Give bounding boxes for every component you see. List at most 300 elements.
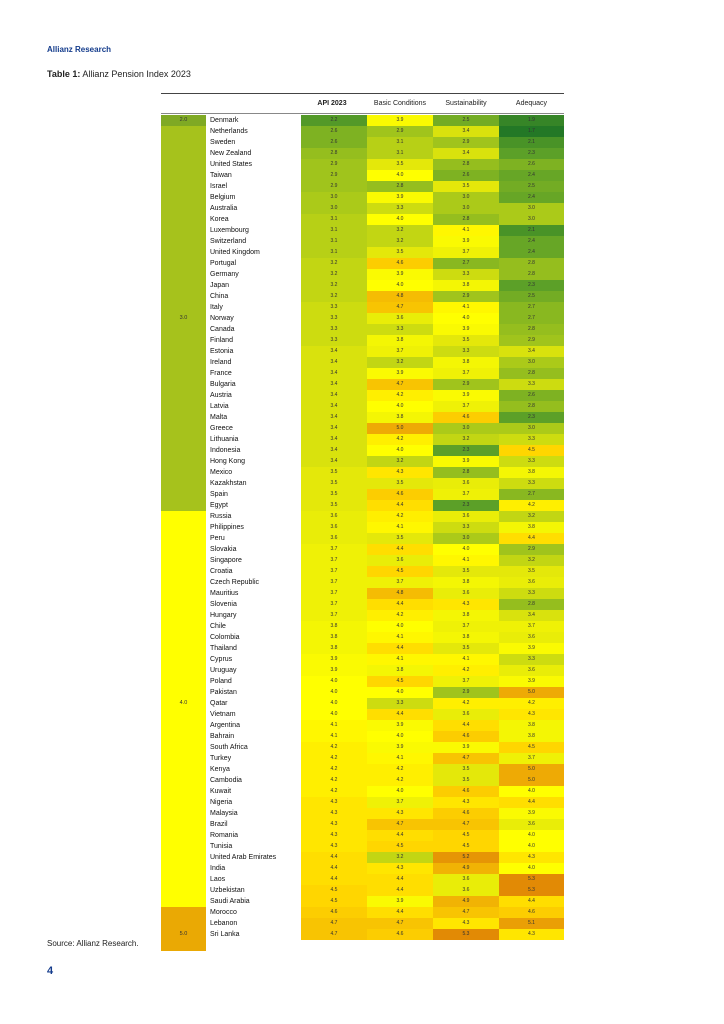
- cell-sustainability: 4.2: [433, 698, 499, 709]
- table-top-rule: [161, 93, 564, 94]
- country-name: Kazakhstan: [210, 480, 247, 487]
- country-name: Sri Lanka: [210, 931, 240, 938]
- cell-sustainability: 3.9: [433, 324, 499, 335]
- cell-basic: 3.8: [367, 335, 433, 346]
- cell-api: 3.4: [301, 357, 367, 368]
- table-row: [206, 225, 564, 236]
- table-row: [206, 115, 564, 126]
- cell-adequacy: 4.0: [499, 841, 564, 852]
- country-name: Japan: [210, 282, 230, 289]
- cell-basic: 4.7: [367, 918, 433, 929]
- cell-sustainability: 3.0: [433, 192, 499, 203]
- cell-api: 4.5: [301, 885, 367, 896]
- cell-sustainability: 4.7: [433, 907, 499, 918]
- country-name: New Zealand: [210, 150, 252, 157]
- cell-sustainability: 4.5: [433, 830, 499, 841]
- cell-adequacy: 2.5: [499, 181, 564, 192]
- cell-sustainability: 2.9: [433, 137, 499, 148]
- cell-basic: 4.7: [367, 302, 433, 313]
- cell-api: 4.0: [301, 698, 367, 709]
- country-name: Peru: [210, 535, 225, 542]
- country-name: Slovenia: [210, 601, 237, 608]
- table-row: [206, 753, 564, 764]
- cell-api: 3.8: [301, 621, 367, 632]
- cell-api: 3.7: [301, 577, 367, 588]
- cell-adequacy: 4.5: [499, 742, 564, 753]
- cell-adequacy: 3.3: [499, 456, 564, 467]
- cell-adequacy: 2.8: [499, 269, 564, 280]
- cell-api: 2.8: [301, 148, 367, 159]
- cell-adequacy: 3.7: [499, 753, 564, 764]
- cell-api: 4.0: [301, 687, 367, 698]
- country-name: Indonesia: [210, 447, 241, 454]
- cell-adequacy: 2.6: [499, 390, 564, 401]
- table-row: [206, 511, 564, 522]
- cell-sustainability: 4.6: [433, 412, 499, 423]
- cell-sustainability: 3.0: [433, 203, 499, 214]
- cell-api: 2.9: [301, 170, 367, 181]
- cell-adequacy: 3.6: [499, 819, 564, 830]
- cell-sustainability: 5.3: [433, 929, 499, 940]
- table-row: [206, 819, 564, 830]
- cell-sustainability: 3.6: [433, 874, 499, 885]
- country-name: Egypt: [210, 502, 228, 509]
- country-name: Russia: [210, 513, 232, 520]
- cell-sustainability: 4.1: [433, 555, 499, 566]
- cell-adequacy: 2.5: [499, 291, 564, 302]
- cell-sustainability: 3.5: [433, 764, 499, 775]
- table-row: [206, 412, 564, 423]
- scale-label: 3.0: [179, 315, 188, 321]
- cell-sustainability: 3.5: [433, 775, 499, 786]
- country-name: Estonia: [210, 348, 234, 355]
- table-row: [206, 137, 564, 148]
- cell-api: 3.1: [301, 225, 367, 236]
- cell-api: 4.4: [301, 852, 367, 863]
- table-row: [206, 236, 564, 247]
- cell-adequacy: 3.0: [499, 214, 564, 225]
- cell-api: 4.0: [301, 709, 367, 720]
- table-row: [206, 588, 564, 599]
- cell-api: 3.0: [301, 203, 367, 214]
- cell-api: 3.3: [301, 302, 367, 313]
- table-row: [206, 885, 564, 896]
- cell-adequacy: 5.1: [499, 918, 564, 929]
- col-head-adequacy: Adequacy: [515, 100, 548, 107]
- cell-api: 3.7: [301, 599, 367, 610]
- country-name: China: [210, 293, 229, 300]
- country-name: Lebanon: [210, 920, 238, 927]
- cell-sustainability: 3.8: [433, 632, 499, 643]
- cell-sustainability: 3.9: [433, 390, 499, 401]
- page-number: 4: [47, 965, 54, 977]
- cell-adequacy: 3.9: [499, 643, 564, 654]
- cell-adequacy: 3.3: [499, 434, 564, 445]
- cell-sustainability: 3.9: [433, 742, 499, 753]
- cell-adequacy: 2.9: [499, 544, 564, 555]
- country-name: Austria: [210, 392, 232, 399]
- country-name: Kuwait: [210, 788, 232, 795]
- cell-basic: 4.4: [367, 885, 433, 896]
- cell-adequacy: 4.3: [499, 929, 564, 940]
- country-name: Bahrain: [210, 733, 235, 740]
- cell-api: 3.4: [301, 368, 367, 379]
- cell-adequacy: 5.0: [499, 764, 564, 775]
- cell-api: 3.4: [301, 423, 367, 434]
- cell-sustainability: 3.7: [433, 368, 499, 379]
- country-name: Latvia: [210, 403, 229, 410]
- cell-api: 4.2: [301, 775, 367, 786]
- cell-adequacy: 4.3: [499, 852, 564, 863]
- cell-adequacy: 3.8: [499, 731, 564, 742]
- table-row: [206, 423, 564, 434]
- table-row: [206, 742, 564, 753]
- country-name: Belgium: [210, 194, 236, 201]
- cell-basic: 3.2: [367, 357, 433, 368]
- cell-sustainability: 3.6: [433, 885, 499, 896]
- country-name: Bulgaria: [210, 381, 236, 388]
- cell-adequacy: 5.0: [499, 775, 564, 786]
- table-row: [206, 544, 564, 555]
- table-row: [206, 566, 564, 577]
- country-name: Colombia: [210, 634, 240, 641]
- cell-adequacy: 2.8: [499, 324, 564, 335]
- cell-sustainability: 2.3: [433, 445, 499, 456]
- cell-sustainability: 3.0: [433, 533, 499, 544]
- cell-api: 3.1: [301, 236, 367, 247]
- cell-basic: 4.2: [367, 434, 433, 445]
- cell-api: 3.5: [301, 500, 367, 511]
- cell-adequacy: 2.8: [499, 599, 564, 610]
- cell-sustainability: 3.2: [433, 434, 499, 445]
- table-row: [206, 324, 564, 335]
- cell-api: 4.2: [301, 764, 367, 775]
- table-row: [206, 610, 564, 621]
- table-row: [206, 896, 564, 907]
- cell-basic: 3.2: [367, 456, 433, 467]
- cell-api: 2.2: [301, 115, 367, 126]
- country-name: Poland: [210, 678, 232, 685]
- cell-api: 4.6: [301, 907, 367, 918]
- cell-api: 4.7: [301, 929, 367, 940]
- country-name: Pakistan: [210, 689, 237, 696]
- country-name: Mexico: [210, 469, 233, 476]
- cell-api: 4.3: [301, 841, 367, 852]
- cell-api: 3.4: [301, 445, 367, 456]
- cell-sustainability: 3.9: [433, 236, 499, 247]
- cell-adequacy: 3.9: [499, 808, 564, 819]
- table-row: [206, 390, 564, 401]
- country-name: Argentina: [210, 722, 240, 729]
- cell-adequacy: 3.0: [499, 203, 564, 214]
- cell-adequacy: 4.2: [499, 698, 564, 709]
- cell-adequacy: 3.8: [499, 522, 564, 533]
- cell-basic: 4.0: [367, 621, 433, 632]
- cell-sustainability: 3.9: [433, 456, 499, 467]
- cell-basic: 4.0: [367, 731, 433, 742]
- cell-api: 3.8: [301, 632, 367, 643]
- cell-sustainability: 2.8: [433, 467, 499, 478]
- cell-basic: 5.0: [367, 423, 433, 434]
- cell-adequacy: 5.3: [499, 885, 564, 896]
- country-name: Vietnam: [210, 711, 236, 718]
- table-row: [206, 357, 564, 368]
- cell-basic: 4.0: [367, 214, 433, 225]
- table-row: [206, 379, 564, 390]
- cell-sustainability: 2.9: [433, 291, 499, 302]
- table-row: [206, 577, 564, 588]
- cell-basic: 3.9: [367, 115, 433, 126]
- table-row: [206, 456, 564, 467]
- cell-basic: 4.8: [367, 291, 433, 302]
- cell-api: 4.2: [301, 742, 367, 753]
- caption-text: Allianz Pension Index 2023: [80, 69, 191, 79]
- cell-adequacy: 3.6: [499, 577, 564, 588]
- cell-basic: 4.4: [367, 907, 433, 918]
- cell-adequacy: 3.6: [499, 665, 564, 676]
- cell-sustainability: 3.6: [433, 588, 499, 599]
- country-name: South Africa: [210, 744, 248, 751]
- cell-sustainability: 4.3: [433, 797, 499, 808]
- report-header: Allianz Research: [47, 45, 112, 54]
- cell-adequacy: 3.5: [499, 566, 564, 577]
- table-row: [206, 478, 564, 489]
- country-name: Kenya: [210, 766, 230, 773]
- cell-api: 3.6: [301, 511, 367, 522]
- table-row: [206, 643, 564, 654]
- country-name: United Kingdom: [210, 249, 260, 256]
- cell-api: 3.4: [301, 346, 367, 357]
- cell-adequacy: 3.8: [499, 720, 564, 731]
- country-name: Slovakia: [210, 546, 237, 553]
- cell-api: 4.2: [301, 753, 367, 764]
- table-row: [206, 401, 564, 412]
- cell-adequacy: 2.3: [499, 280, 564, 291]
- cell-adequacy: 3.3: [499, 478, 564, 489]
- cell-sustainability: 3.5: [433, 181, 499, 192]
- scale-segment: [161, 511, 206, 907]
- country-name: Uruguay: [210, 667, 237, 674]
- scale-label: 2.0: [179, 117, 188, 123]
- cell-basic: 4.4: [367, 599, 433, 610]
- cell-sustainability: 4.0: [433, 313, 499, 324]
- country-name: Romania: [210, 832, 239, 839]
- cell-sustainability: 3.3: [433, 269, 499, 280]
- cell-adequacy: 5.3: [499, 874, 564, 885]
- table-row: [206, 709, 564, 720]
- cell-api: 3.5: [301, 489, 367, 500]
- table-row: [206, 764, 564, 775]
- table-row: [206, 346, 564, 357]
- cell-sustainability: 4.1: [433, 225, 499, 236]
- table-row: [206, 797, 564, 808]
- cell-basic: 3.5: [367, 159, 433, 170]
- table-row: [206, 181, 564, 192]
- country-name: Laos: [210, 876, 226, 883]
- country-name: Luxembourg: [210, 227, 249, 234]
- cell-api: 3.7: [301, 610, 367, 621]
- cell-sustainability: 2.9: [433, 379, 499, 390]
- cell-adequacy: 1.9: [499, 115, 564, 126]
- col-head-api: API 2023: [317, 100, 347, 107]
- cell-adequacy: 2.7: [499, 489, 564, 500]
- cell-adequacy: 3.3: [499, 654, 564, 665]
- cell-basic: 4.4: [367, 874, 433, 885]
- cell-api: 3.2: [301, 269, 367, 280]
- cell-basic: 4.6: [367, 489, 433, 500]
- cell-sustainability: 3.7: [433, 401, 499, 412]
- cell-basic: 2.9: [367, 126, 433, 137]
- table-row: [206, 148, 564, 159]
- table-row: [206, 852, 564, 863]
- cell-api: 3.1: [301, 214, 367, 225]
- cell-api: 3.4: [301, 390, 367, 401]
- cell-api: 3.1: [301, 247, 367, 258]
- cell-adequacy: 2.7: [499, 313, 564, 324]
- cell-basic: 4.6: [367, 929, 433, 940]
- table-row: [206, 599, 564, 610]
- cell-api: 4.1: [301, 731, 367, 742]
- cell-sustainability: 2.5: [433, 115, 499, 126]
- cell-adequacy: 2.8: [499, 401, 564, 412]
- table-row: [206, 203, 564, 214]
- cell-adequacy: 4.4: [499, 896, 564, 907]
- cell-sustainability: 3.7: [433, 247, 499, 258]
- country-name: India: [210, 865, 226, 872]
- cell-basic: 4.6: [367, 258, 433, 269]
- country-name: Thailand: [210, 645, 237, 652]
- cell-adequacy: 3.0: [499, 423, 564, 434]
- country-name: France: [210, 370, 232, 377]
- table-row: [206, 368, 564, 379]
- country-name: Israel: [210, 183, 228, 190]
- table-row: [206, 434, 564, 445]
- cell-api: 3.8: [301, 643, 367, 654]
- table-row: [206, 929, 564, 940]
- cell-adequacy: 2.1: [499, 225, 564, 236]
- cell-basic: 3.6: [367, 313, 433, 324]
- table-row: [206, 280, 564, 291]
- cell-adequacy: 4.6: [499, 907, 564, 918]
- country-name: Portugal: [210, 260, 237, 267]
- cell-basic: 3.9: [367, 192, 433, 203]
- cell-adequacy: 3.2: [499, 555, 564, 566]
- cell-adequacy: 2.7: [499, 302, 564, 313]
- cell-api: 2.6: [301, 126, 367, 137]
- cell-basic: 3.3: [367, 698, 433, 709]
- cell-api: 3.0: [301, 192, 367, 203]
- cell-basic: 4.2: [367, 775, 433, 786]
- cell-basic: 3.3: [367, 324, 433, 335]
- cell-basic: 4.1: [367, 654, 433, 665]
- cell-sustainability: 3.0: [433, 423, 499, 434]
- cell-api: 3.7: [301, 544, 367, 555]
- cell-sustainability: 4.2: [433, 665, 499, 676]
- col-head-basic: Basic Conditions: [373, 100, 427, 107]
- table-row: [206, 676, 564, 687]
- table-row: [206, 214, 564, 225]
- country-name: Hong Kong: [210, 458, 246, 465]
- cell-api: 3.7: [301, 588, 367, 599]
- cell-basic: 4.7: [367, 819, 433, 830]
- country-name: Cyprus: [210, 656, 233, 663]
- cell-sustainability: 4.1: [433, 302, 499, 313]
- cell-basic: 3.7: [367, 797, 433, 808]
- scale-segment: [161, 907, 206, 951]
- cell-api: 4.4: [301, 874, 367, 885]
- scale-label: 4.0: [179, 700, 188, 706]
- table-row: [206, 863, 564, 874]
- cell-api: 3.6: [301, 533, 367, 544]
- cell-api: 3.2: [301, 291, 367, 302]
- cell-sustainability: 3.3: [433, 522, 499, 533]
- country-name: Germany: [210, 271, 239, 278]
- cell-basic: 4.2: [367, 390, 433, 401]
- cell-adequacy: 2.9: [499, 335, 564, 346]
- country-name: Turkey: [210, 755, 232, 762]
- cell-adequacy: 3.6: [499, 632, 564, 643]
- cell-basic: 4.8: [367, 588, 433, 599]
- cell-basic: 4.3: [367, 863, 433, 874]
- cell-adequacy: 3.8: [499, 467, 564, 478]
- cell-basic: 4.0: [367, 170, 433, 181]
- cell-basic: 4.5: [367, 841, 433, 852]
- table-row: [206, 841, 564, 852]
- cell-adequacy: 3.4: [499, 346, 564, 357]
- country-name: United States: [210, 161, 253, 168]
- country-name: Mauritius: [210, 590, 239, 597]
- cell-api: 3.4: [301, 456, 367, 467]
- country-name: Morocco: [210, 909, 237, 916]
- cell-sustainability: 4.0: [433, 544, 499, 555]
- cell-basic: 4.1: [367, 522, 433, 533]
- cell-adequacy: 4.0: [499, 786, 564, 797]
- cell-basic: 4.3: [367, 467, 433, 478]
- cell-basic: 3.6: [367, 555, 433, 566]
- country-name: Hungary: [210, 612, 237, 619]
- cell-api: 3.7: [301, 555, 367, 566]
- table-row: [206, 555, 564, 566]
- table-row: [206, 522, 564, 533]
- cell-sustainability: 3.5: [433, 643, 499, 654]
- cell-adequacy: 2.3: [499, 148, 564, 159]
- cell-adequacy: 4.4: [499, 533, 564, 544]
- cell-basic: 3.9: [367, 720, 433, 731]
- table-row: [206, 126, 564, 137]
- cell-sustainability: 3.4: [433, 126, 499, 137]
- cell-api: 4.3: [301, 808, 367, 819]
- country-name: Italy: [210, 304, 223, 311]
- country-name: Nigeria: [210, 799, 233, 806]
- cell-basic: 3.1: [367, 137, 433, 148]
- cell-adequacy: 4.0: [499, 830, 564, 841]
- table-row: [206, 665, 564, 676]
- country-name: Lithuania: [210, 436, 239, 443]
- cell-sustainability: 4.9: [433, 896, 499, 907]
- cell-basic: 3.7: [367, 577, 433, 588]
- table-row: [206, 687, 564, 698]
- cell-basic: 4.2: [367, 764, 433, 775]
- country-name: Denmark: [210, 117, 239, 124]
- cell-sustainability: 2.8: [433, 214, 499, 225]
- country-name: Taiwan: [210, 172, 232, 179]
- table-row: [206, 291, 564, 302]
- cell-api: 4.1: [301, 720, 367, 731]
- cell-basic: 4.4: [367, 709, 433, 720]
- cell-sustainability: 2.7: [433, 258, 499, 269]
- country-name: Uzbekistan: [210, 887, 245, 894]
- cell-api: 3.4: [301, 401, 367, 412]
